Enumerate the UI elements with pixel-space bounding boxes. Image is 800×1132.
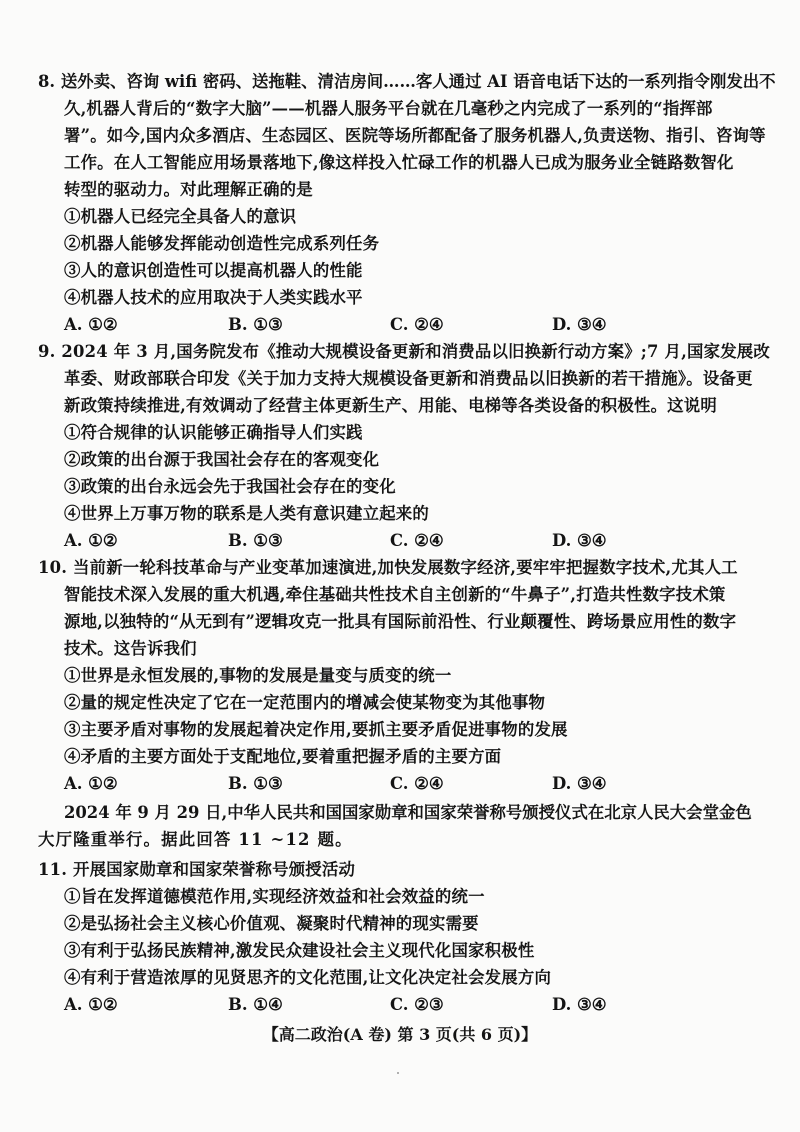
q10-choice-3: ③主要矛盾对事物的发展起着决定作用,要抓主要矛盾促进事物的发展 xyxy=(64,720,568,739)
intro-line-1: 2024 年 9 月 29 日,中华人民共和国国家勋章和国家荣誉称号颁授仪式在北京人民大会堂金色 xyxy=(64,803,752,822)
q9-option-b: B. ①③ xyxy=(228,531,283,550)
q9-option-a: A. ①② xyxy=(64,531,118,550)
q8-choice-1: ①机器人已经完全具备人的意识 xyxy=(64,207,297,226)
q8-choice-3: ③人的意识创造性可以提高机器人的性能 xyxy=(64,261,363,280)
q9-stem-line-2: 革委、财政部联合印发《关于加力支持大规模设备更新和消费品以旧换新的若干措施》。设备更 xyxy=(64,369,753,388)
q8-option-d: D. ③④ xyxy=(552,315,607,334)
q9-choice-3: ③政策的出台永远会先于我国社会存在的变化 xyxy=(64,477,396,496)
q10-option-d: D. ③④ xyxy=(552,774,607,793)
q8-option-c: C. ②④ xyxy=(390,315,444,334)
q8-option-a: A. ①② xyxy=(64,315,118,334)
q10-choice-2: ②量的规定性决定了它在一定范围内的增减会使某物变为其他事物 xyxy=(64,693,546,712)
q9-stem-line-3: 新政策持续推进,有效调动了经营主体更新生产、用能、电梯等各类设备的积极性。这说明 xyxy=(64,396,717,415)
q11-choice-4: ④有利于营造浓厚的见贤思齐的文化范围,让文化决定社会发展方向 xyxy=(64,968,552,987)
q9-option-d: D. ③④ xyxy=(552,531,607,550)
q10-stem-line-3: 源地,以独特的“从无到有”逻辑攻克一批具有国际前沿性、行业颠覆性、跨场景应用性的数字 xyxy=(64,612,737,631)
q11-choice-1: ①旨在发挥道德模范作用,实现经济效益和社会效益的统一 xyxy=(64,887,485,906)
q10-choice-4: ④矛盾的主要方面处于支配地位,要着重把握矛盾的主要方面 xyxy=(64,747,502,766)
q11-option-d: D. ③④ xyxy=(552,995,607,1014)
q8-choice-2: ②机器人能够发挥能动创造性完成系列任务 xyxy=(64,234,380,253)
q9-choice-4: ④世界上万事万物的联系是人类有意识建立起来的 xyxy=(64,504,429,523)
q10-option-b: B. ①③ xyxy=(228,774,283,793)
q9-option-c: C. ②④ xyxy=(390,531,444,550)
q9-choice-2: ②政策的出台源于我国社会存在的客观变化 xyxy=(64,450,380,469)
q11-option-a: A. ①② xyxy=(64,995,118,1014)
q9-stem-line-1: 9. 2024 年 3 月,国务院发布《推动大规模设备更新和消费品以旧换新行动方案》;7 月,国家发展改 xyxy=(38,342,770,361)
q11-choice-2: ②是弘扬社会主义核心价值观、凝聚时代精神的现实需要 xyxy=(64,914,479,933)
q10-choice-1: ①世界是永恒发展的,事物的发展是量变与质变的统一 xyxy=(64,666,452,685)
q10-stem-line-1: 10. 当前新一轮科技革命与产业变革加速演进,加快发展数字经济,要牢牢把握数字技术,尤其人工 xyxy=(38,558,738,577)
q10-option-c: C. ②④ xyxy=(390,774,444,793)
q11-stem-line-1: 11. 开展国家勋章和国家荣誉称号颁授活动 xyxy=(38,860,356,879)
q11-option-b: B. ①④ xyxy=(228,995,283,1014)
q10-option-a: A. ①② xyxy=(64,774,118,793)
q8-stem-line-3: 署”。如今,国内众多酒店、生态园区、医院等场所都配备了服务机器人,负责送物、指引、咨询等 xyxy=(64,126,766,145)
q8-stem-line-4: 工作。在人工智能应用场景落地下,像这样投入忙碌工作的机器人已成为服务业全链路数智化 xyxy=(64,153,734,172)
q9-choice-1: ①符合规律的认识能够正确指导人们实践 xyxy=(64,423,363,442)
q11-option-c: C. ②③ xyxy=(390,995,444,1014)
scan-speck xyxy=(397,1072,399,1074)
q8-choice-4: ④机器人技术的应用取决于人类实践水平 xyxy=(64,288,363,307)
q10-stem-line-4: 技术。这告诉我们 xyxy=(64,639,197,658)
q8-stem-line-1: 8. 送外卖、咨询 wifi 密码、送拖鞋、清洁房间……客人通过 AI 语音电话下达的一系列指令刚发出不 xyxy=(38,72,776,91)
q8-option-b: B. ①③ xyxy=(228,315,283,334)
page-footer: 【高二政治(A 卷) 第 3 页(共 6 页)】 xyxy=(262,1025,538,1044)
q8-stem-line-2: 久,机器人背后的“数字大脑”——机器人服务平台就在几毫秒之内完成了一系列的“指挥部 xyxy=(64,99,713,118)
q11-choice-3: ③有利于弘扬民族精神,激发民众建设社会主义现代化国家积极性 xyxy=(64,941,535,960)
q8-stem-line-5: 转型的驱动力。对此理解正确的是 xyxy=(64,180,313,199)
intro-line-2: 大厅隆重举行。据此回答 11 ~12 题。 xyxy=(38,830,353,849)
q10-stem-line-2: 智能技术深入发展的重大机遇,牵住基础共性技术自主创新的“牛鼻子”,打造共性数字技术策 xyxy=(64,585,726,604)
